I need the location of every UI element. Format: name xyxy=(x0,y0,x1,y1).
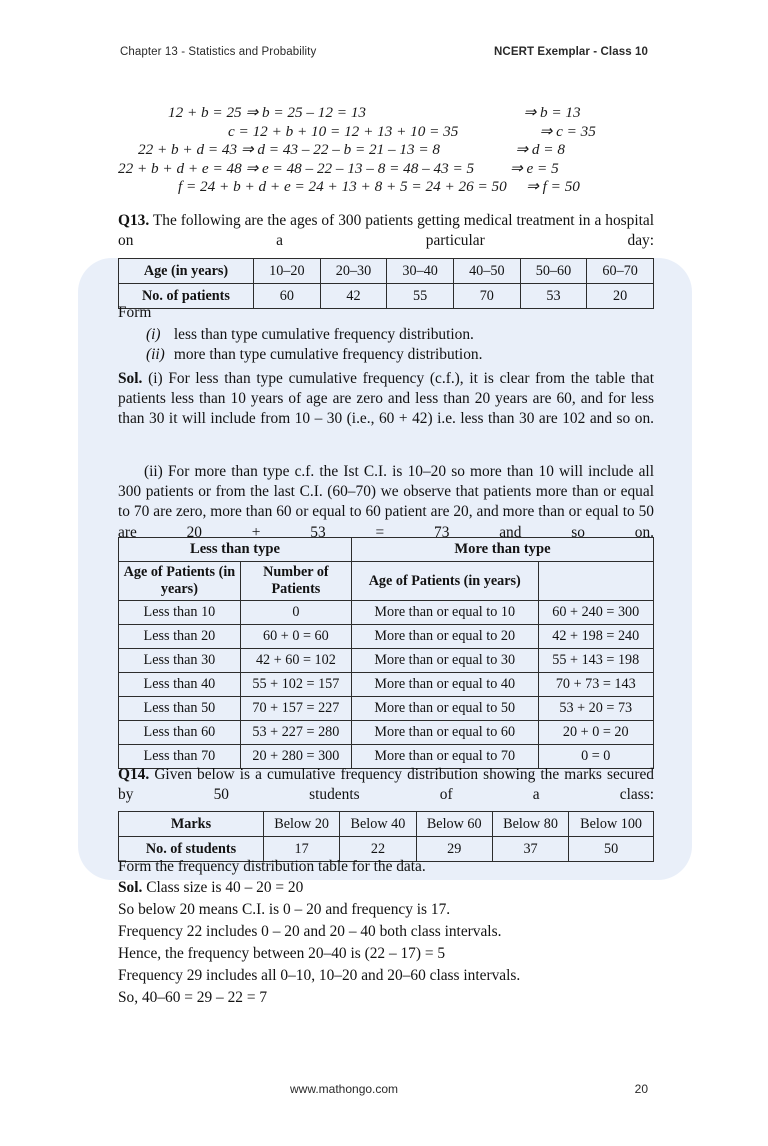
cf-cell-age-more: More than or equal to 60 xyxy=(351,721,538,745)
table-row xyxy=(119,649,654,673)
cf-cell-number-less: 55 + 102 = 157 xyxy=(240,673,351,697)
q13-age-cell: 50–60 xyxy=(520,259,587,284)
q13-patients-cell: 53 xyxy=(520,284,587,309)
cf-cell-number-more: 70 + 73 = 143 xyxy=(538,673,653,697)
q14-prompt-text: Given below is a cumulative frequency distribution showing the marks secured by 50 students of a class: xyxy=(118,766,654,804)
cf-group-header-more: More than type xyxy=(351,538,653,562)
q14-students-cell: 50 xyxy=(569,837,654,862)
cf-cell-number-more: 53 + 20 = 73 xyxy=(538,697,653,721)
q13-row-header-age: Age (in years) xyxy=(119,259,254,284)
cf-cell-number-more: 0 = 0 xyxy=(538,745,653,769)
cf-cell-number-less: 70 + 157 = 227 xyxy=(240,697,351,721)
cf-cell-age-less: Less than 70 xyxy=(119,745,241,769)
footer-site-url[interactable]: www.mathongo.com xyxy=(290,1082,399,1096)
cf-cell-age-more: More than or equal to 40 xyxy=(351,673,538,697)
q14-marks-cell: Below 60 xyxy=(416,812,492,837)
cf-cell-age-more: More than or equal to 10 xyxy=(351,601,538,625)
q13-row-header-patients: No. of patients xyxy=(119,284,254,309)
q14-solution-line: Hence, the frequency between 20–40 is (22 – 17) = 5 xyxy=(118,945,446,962)
equation-row xyxy=(118,104,654,123)
q14-marks-cell: Below 40 xyxy=(340,812,416,837)
table-row xyxy=(119,812,654,837)
equation-row xyxy=(118,160,654,179)
footer-page-number: 20 xyxy=(634,1082,648,1096)
equation-lhs: 22 + b + d + e = 48 ⇒ e = 48 – 22 – 13 – 8 = 48 – 43 = 5 xyxy=(118,159,475,177)
q14-sol-label: Sol. xyxy=(118,879,143,896)
cf-cell-number-more: 60 + 240 = 300 xyxy=(538,601,653,625)
running-header xyxy=(120,46,648,58)
header-chapter-title: Chapter 13 - Statistics and Probability xyxy=(120,46,317,58)
q14-marks-cell: Below 100 xyxy=(569,812,654,837)
cf-cell-number-less: 53 + 227 = 280 xyxy=(240,721,351,745)
q14-data-table xyxy=(118,811,654,862)
header-book-title: NCERT Exemplar - Class 10 xyxy=(494,46,648,58)
q13-form-label: Form xyxy=(118,304,152,321)
q14-solution-line: Frequency 29 includes all 0–10, 10–20 and 20–60 class intervals. xyxy=(118,967,521,984)
q14-solution-line: So below 20 means C.I. is 0 – 20 and frequency is 17. xyxy=(118,901,451,918)
q13-data-table xyxy=(118,258,654,309)
q14-solution-line: Frequency 22 includes 0 – 20 and 20 – 40 both class intervals. xyxy=(118,923,502,940)
equation-row xyxy=(118,178,654,197)
cf-cell-number-less: 60 + 0 = 60 xyxy=(240,625,351,649)
q13-sol-label: Sol. xyxy=(118,370,143,387)
equation-rhs: ⇒ f = 50 xyxy=(526,178,580,196)
cf-cell-number-more: 20 + 0 = 20 xyxy=(538,721,653,745)
q14-form-line: Form the frequency distribution table for the data. xyxy=(118,858,426,875)
q13-patients-cell: 42 xyxy=(320,284,387,309)
equation-lhs: f = 24 + b + d + e = 24 + 13 + 8 + 5 = 24 + 26 = 50 xyxy=(178,178,507,196)
q13-item-i-number: (i) xyxy=(146,326,161,343)
cf-cell-age-less: Less than 50 xyxy=(119,697,241,721)
q14-sol-line-0: Class size is 40 – 20 = 20 xyxy=(146,879,304,896)
equation-rhs: ⇒ c = 35 xyxy=(539,122,596,140)
table-row xyxy=(119,673,654,697)
cumulative-frequency-table xyxy=(118,537,654,769)
q13-age-cell: 30–40 xyxy=(387,259,454,284)
cf-cell-age-less: Less than 20 xyxy=(119,625,241,649)
q13-patients-cell: 55 xyxy=(387,284,454,309)
equation-lhs: 12 + b = 25 ⇒ b = 25 – 12 = 13 xyxy=(168,104,367,121)
q13-solution-part-ii: (ii) For more than type c.f. the Ist C.I. is 10–20 so more than 10 will include all 300 patients or from the last C.I. (60–70) we observe that patients more than or equal to 70 are zero, more than 60 or equal to 60 patient are 20, and more than or equal to 50 are 20 + 53 = 73 and so on. xyxy=(118,463,654,541)
q14-students-cell: 22 xyxy=(340,837,416,862)
table-row-sub-header xyxy=(119,562,654,601)
cf-sub-header-age-more: Age of Patients (in years) xyxy=(351,562,538,601)
q14-row-header-marks: Marks xyxy=(119,812,264,837)
table-row xyxy=(119,601,654,625)
cf-cell-age-less: Less than 40 xyxy=(119,673,241,697)
cf-cell-age-more: More than or equal to 50 xyxy=(351,697,538,721)
q13-age-cell: 40–50 xyxy=(453,259,520,284)
q13-item-i xyxy=(146,325,654,345)
table-row xyxy=(119,259,654,284)
q13-age-cell: 10–20 xyxy=(254,259,321,284)
equation-row xyxy=(118,141,654,160)
cf-sub-header-blank xyxy=(538,562,653,601)
q13-label: Q13. xyxy=(118,212,150,229)
cf-cell-age-more: More than or equal to 70 xyxy=(351,745,538,769)
q13-item-ii-number: (ii) xyxy=(146,346,165,363)
cf-sub-header-number: Number of Patients xyxy=(240,562,351,601)
cf-cell-age-less: Less than 60 xyxy=(119,721,241,745)
q13-prompt-text: The following are the ages of 300 patients getting medical treatment in a hospital on a particular day: xyxy=(118,212,654,250)
q13-sol-i-text: (i) For less than type cumulative frequency (c.f.), it is clear from the table that patients less than 10 years of age are zero and less than 20 years are 60, and for less than 30 it will include from 10 – 30 (i.e., 60 + 42) i.e. less than 30 are 102 and so on. xyxy=(118,370,654,428)
table-row xyxy=(119,625,654,649)
table-row xyxy=(119,697,654,721)
q14-prompt xyxy=(118,765,654,805)
q14-students-cell: 37 xyxy=(492,837,568,862)
q14-row-header-students: No. of students xyxy=(119,837,264,862)
q13-solution-part-i xyxy=(118,369,654,430)
cf-cell-number-less: 42 + 60 = 102 xyxy=(240,649,351,673)
cf-cell-number-less: 20 + 280 = 300 xyxy=(240,745,351,769)
q13-age-cell: 20–30 xyxy=(320,259,387,284)
cf-cell-number-less: 0 xyxy=(240,601,351,625)
q14-students-cell: 29 xyxy=(416,837,492,862)
q13-item-i-text: less than type cumulative frequency distribution. xyxy=(173,326,474,343)
page-footer xyxy=(120,1082,648,1096)
cf-cell-number-more: 42 + 198 = 240 xyxy=(538,625,653,649)
equation-row xyxy=(118,123,654,142)
equation-rhs: ⇒ d = 8 xyxy=(515,141,565,159)
cf-cell-age-less: Less than 30 xyxy=(119,649,241,673)
equation-rhs: ⇒ b = 13 xyxy=(523,104,581,121)
equation-lhs: c = 12 + b + 10 = 12 + 13 + 10 = 35 xyxy=(228,122,459,140)
cf-cell-number-more: 55 + 143 = 198 xyxy=(538,649,653,673)
cf-group-header-less: Less than type xyxy=(119,538,352,562)
equation-rhs: ⇒ e = 5 xyxy=(510,159,559,177)
cf-sub-header-age-less: Age of Patients (in years) xyxy=(119,562,241,601)
table-row-group-header xyxy=(119,538,654,562)
q13-age-cell: 60–70 xyxy=(587,259,654,284)
q13-prompt xyxy=(118,211,654,251)
q13-patients-cell: 20 xyxy=(587,284,654,309)
equation-block xyxy=(118,104,654,197)
q14-solution-line: So, 40–60 = 29 – 22 = 7 xyxy=(118,989,268,1006)
q13-item-ii-text: more than type cumulative frequency distribution. xyxy=(173,346,483,363)
cf-cell-age-more: More than or equal to 30 xyxy=(351,649,538,673)
q14-students-cell: 17 xyxy=(264,837,340,862)
cf-cell-age-less: Less than 10 xyxy=(119,601,241,625)
q13-patients-cell: 60 xyxy=(254,284,321,309)
q14-label: Q14. xyxy=(118,766,150,783)
q14-solution-line xyxy=(118,878,654,898)
q14-marks-cell: Below 80 xyxy=(492,812,568,837)
q14-marks-cell: Below 20 xyxy=(264,812,340,837)
equation-lhs: 22 + b + d = 43 ⇒ d = 43 – 22 – b = 21 – 13 = 8 xyxy=(138,141,441,159)
q13-patients-cell: 70 xyxy=(453,284,520,309)
q13-item-ii xyxy=(146,345,654,365)
cf-cell-age-more: More than or equal to 20 xyxy=(351,625,538,649)
table-row xyxy=(119,721,654,745)
